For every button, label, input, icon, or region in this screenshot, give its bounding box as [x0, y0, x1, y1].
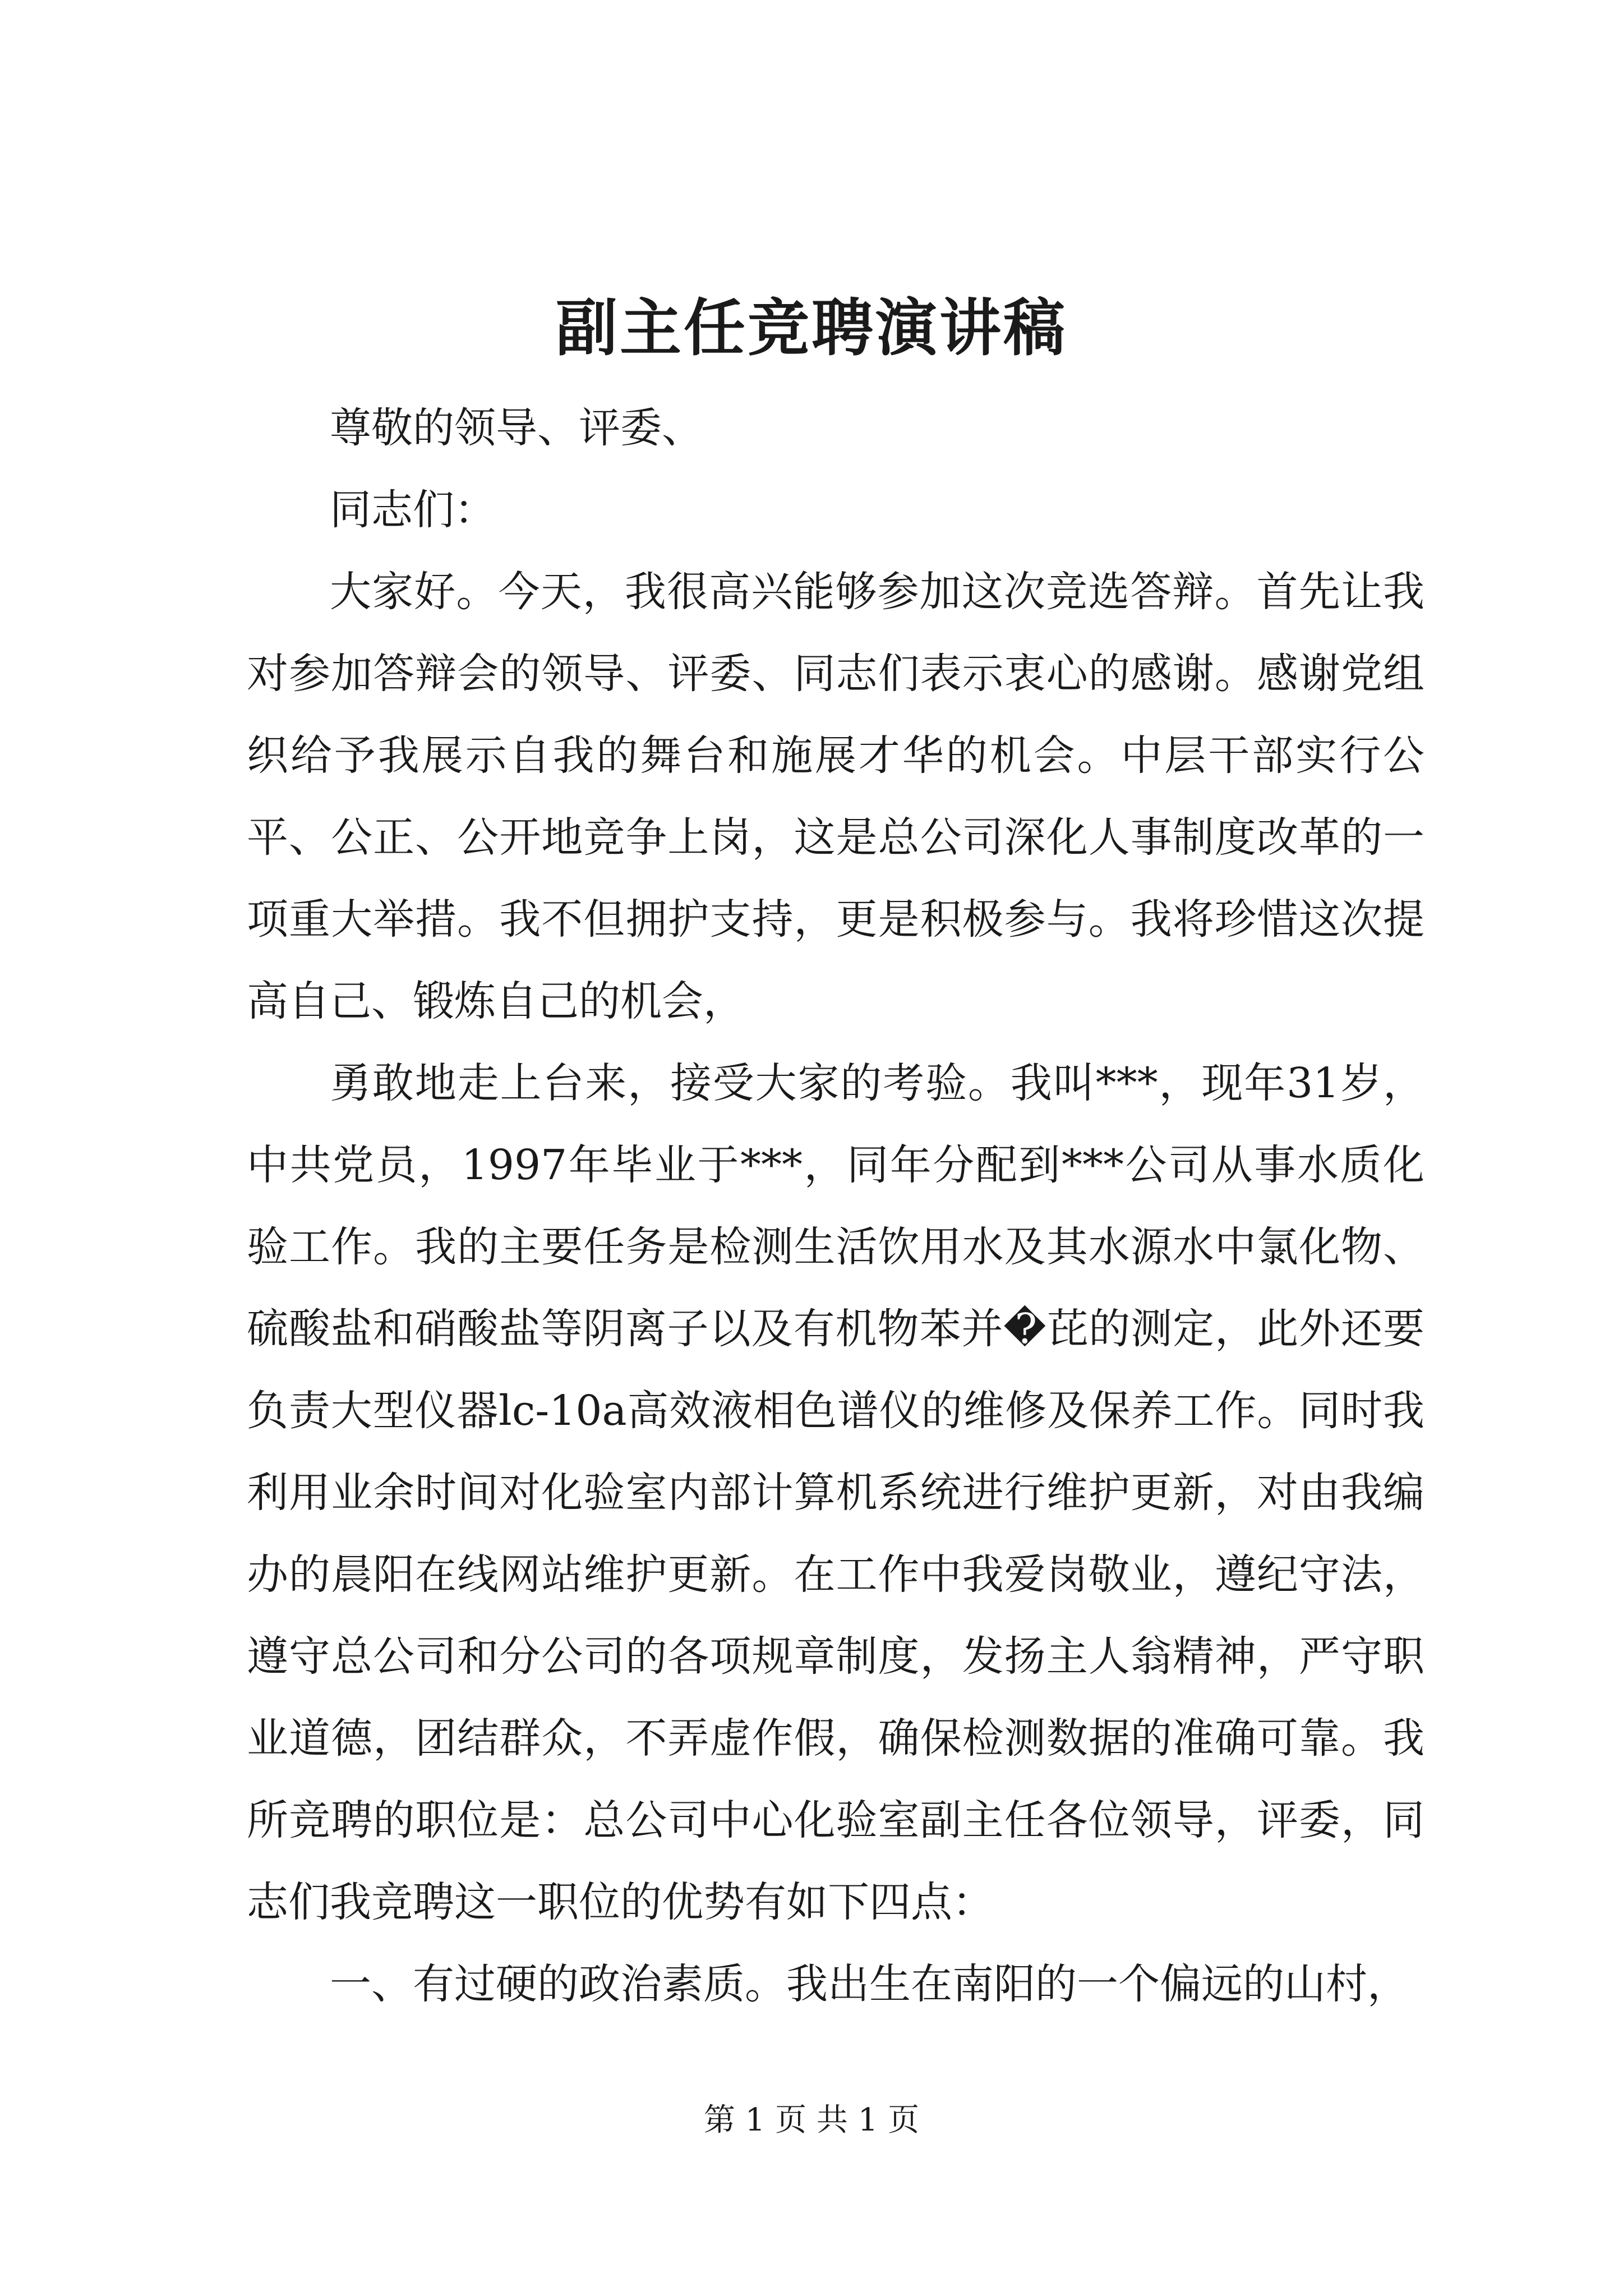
paragraph-introduction: 勇敢地走上台来，接受大家的考验。我叫***，现年31岁，中共党员，1997年毕业于***，同年分配到***公司从事水质化验工作。我的主要任务是检测生活饮用水及其水源水中氯化物、硫酸盐和硝酸盐等阴离子以及有机物苯并�芘的测定，此外还要负责大型仪器lc-10a高效液相色谱仪的维修及保养工作。同时我利用业余时间对化验室内部计算机系统进行维护更新，对由我编办的晨阳在线网站维护更新。在工作中我爱岗敬业，遵纪守法，遵守总公司和分公司的各项规章制度，发扬主人翁精神，严守职业道德，团结群众，不弄虚作假，确保检测数据的准确可靠。我所竞聘的职位是：总公司中心化验室副主任各位领导，评委，同志们我竞聘这一职位的优势有如下四点： — [247, 1059, 1424, 1926]
page-footer: 第 1 页 共 1 页 — [703, 2102, 920, 2138]
paragraph-point-one: 一、有过硬的政治素质。我出生在南阳的一个偏远的山村， — [330, 1960, 1409, 2008]
document-body — [247, 387, 1424, 2025]
document-title: 副主任竞聘演讲稿 — [556, 292, 1067, 364]
paragraph-opening: 大家好。今天，我很高兴能够参加这次竞选答辩。首先让我对参加答辩会的领导、评委、同志们表示衷心的感谢。感谢党组织给予我展示自我的舞台和施展才华的机会。中层干部实行公平、公正、公开地竞争上岗，这是总公司深化人事制度改革的一项重大举措。我不但拥护支持，更是积极参与。我将珍惜这次提高自己、锻炼自己的机会， — [247, 568, 1424, 1025]
salutation-line-2: 同志们： — [330, 486, 496, 534]
salutation-line-1: 尊敬的领导、评委、 — [330, 404, 703, 452]
